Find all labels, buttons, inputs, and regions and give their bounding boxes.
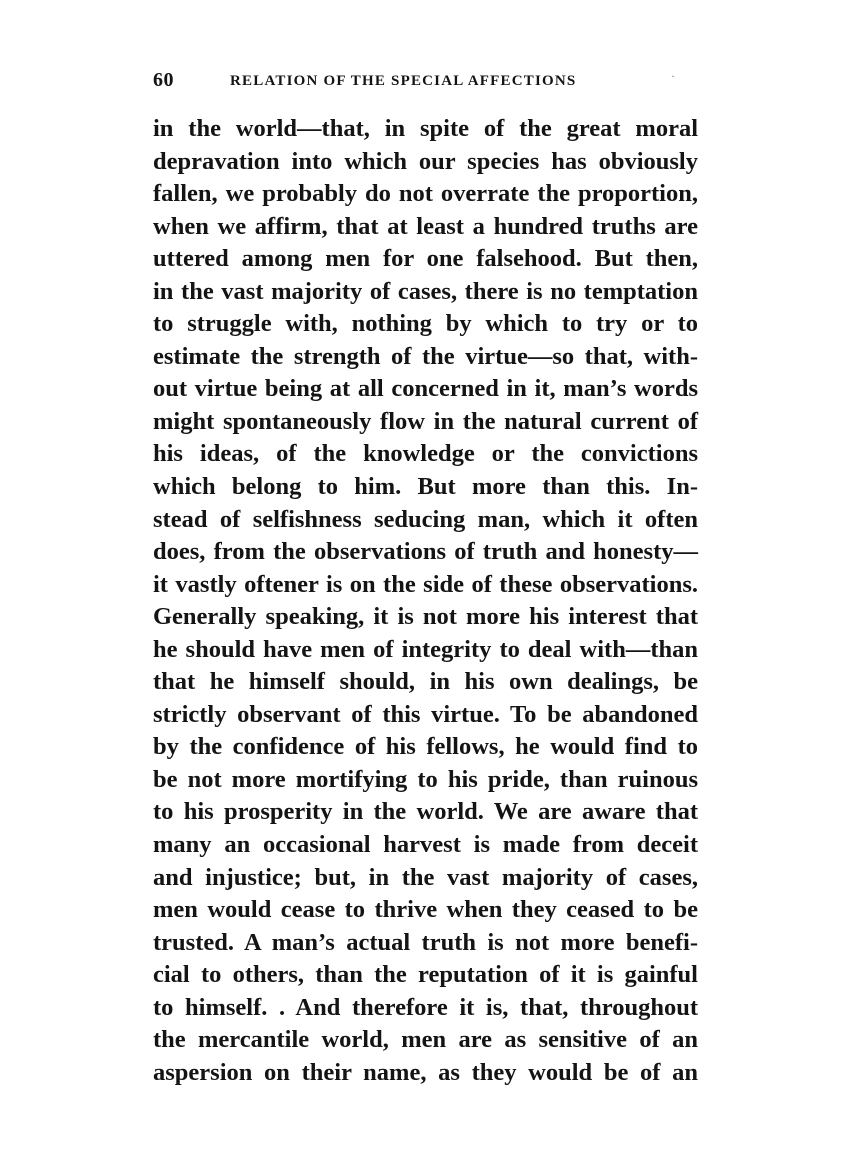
text-line: fallen, we probably do not overrate the proportion, xyxy=(153,180,698,208)
text-line: it vastly oftener is on the side of these observations. xyxy=(153,570,698,598)
text-line: when we affirm, that at least a hundred truths are xyxy=(153,212,698,240)
text-line: to himself. . And therefore it is, that, throughout xyxy=(153,993,698,1021)
text-line: he should have men of integrity to deal with—than xyxy=(153,635,698,663)
text-line: to his prosperity in the world. We are aware that xyxy=(153,798,698,826)
page-number: 60 xyxy=(153,69,174,91)
text-line: which belong to him. But more than this. In- xyxy=(153,473,698,501)
text-line: the mercantile world, men are as sensitive of an xyxy=(153,1026,698,1054)
text-line: in the vast majority of cases, there is no temptation xyxy=(153,277,698,305)
stray-mark: · xyxy=(671,69,675,83)
text-line: estimate the strength of the virtue—so that, with- xyxy=(153,342,698,370)
text-line: by the confidence of his fellows, he would find to xyxy=(153,733,698,761)
text-line: and injustice; but, in the vast majority of cases, xyxy=(153,863,698,891)
text-line: stead of selfishness seducing man, which it often xyxy=(153,505,698,533)
body-text xyxy=(153,113,698,1089)
text-line: strictly observant of this virtue. To be abandoned xyxy=(153,700,698,728)
text-line: trusted. A man’s actual truth is not more benefi- xyxy=(153,928,698,956)
text-line: Generally speaking, it is not more his interest that xyxy=(153,603,698,631)
text-line: depravation into which our species has obviously xyxy=(153,147,698,175)
running-head xyxy=(153,66,698,94)
text-line: that he himself should, in his own dealings, be xyxy=(153,668,698,696)
text-line: in the world—that, in spite of the great moral xyxy=(153,115,698,142)
text-line: many an occasional harvest is made from deceit xyxy=(153,831,698,859)
text-line: cial to others, than the reputation of it is gainful xyxy=(153,961,698,989)
text-line: be not more mortifying to his pride, than ruinous xyxy=(153,765,698,793)
text-line: does, from the observations of truth and honesty— xyxy=(153,538,698,566)
text-line: might spontaneously flow in the natural current of xyxy=(153,407,698,435)
text-line: aspersion on their name, as they would be of an xyxy=(153,1058,698,1086)
running-head-title: RELATION OF THE SPECIAL AFFECTIONS xyxy=(230,73,577,89)
text-line: uttered among men for one falsehood. But then, xyxy=(153,245,698,273)
text-line: his ideas, of the knowledge or the convictions xyxy=(153,440,698,468)
text-line: out virtue being at all concerned in it, man’s words xyxy=(153,375,698,403)
text-line: men would cease to thrive when they ceased to be xyxy=(153,896,698,924)
text-line: to struggle with, nothing by which to try or to xyxy=(153,310,698,338)
